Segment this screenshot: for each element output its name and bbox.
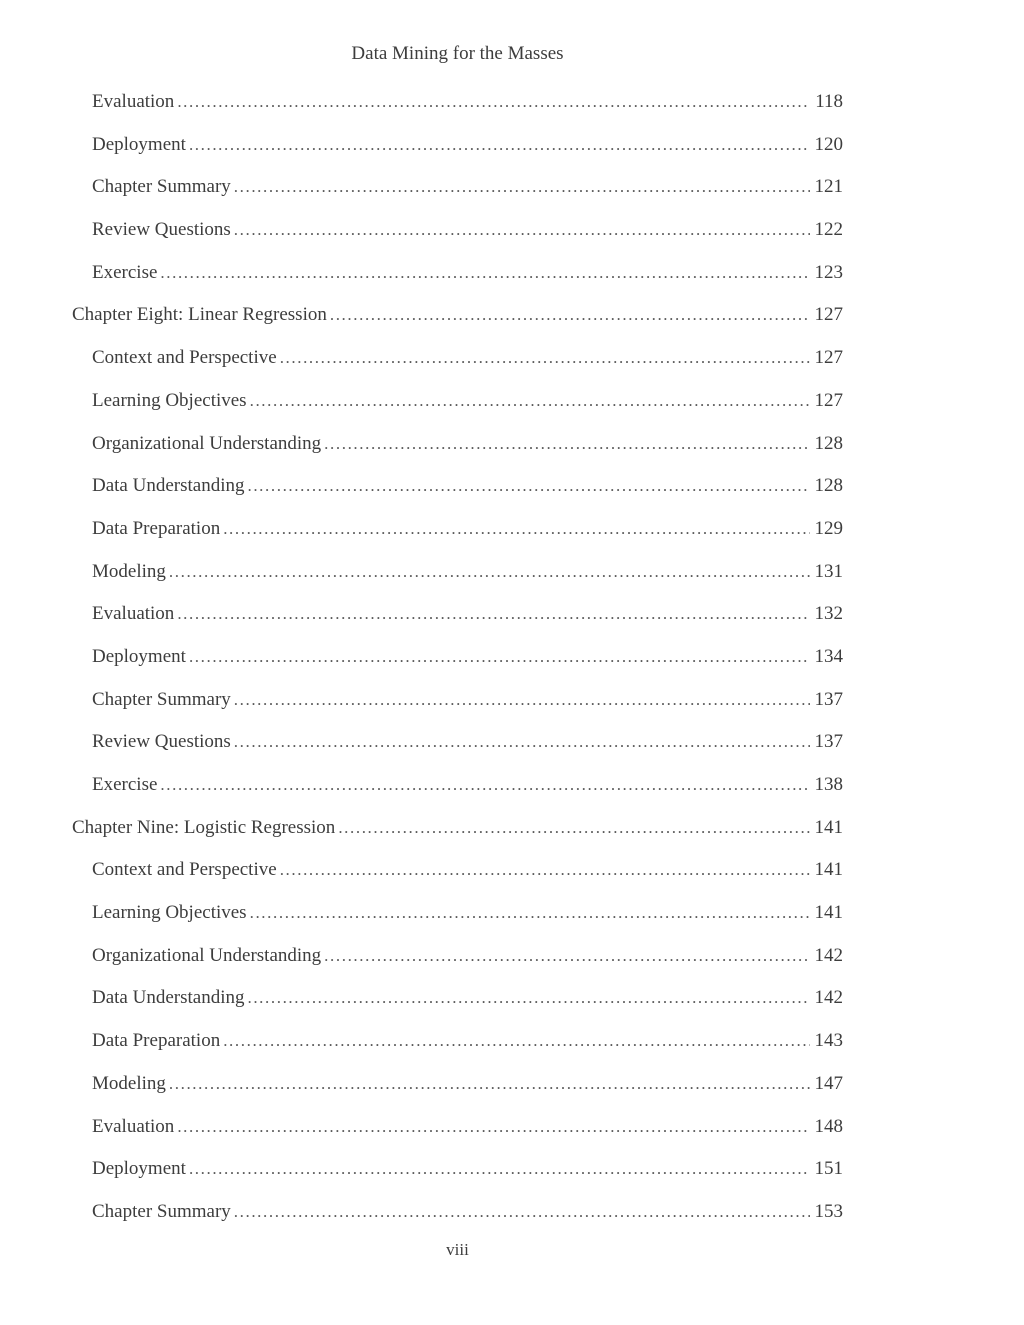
toc-page-number: 122 xyxy=(814,219,843,241)
toc-entry[interactable] xyxy=(72,1191,843,1234)
toc-page-number: 142 xyxy=(814,944,843,966)
toc-dot-leader xyxy=(223,1020,809,1063)
toc-dot-leader xyxy=(169,551,810,594)
toc-entry-label: Learning Objectives xyxy=(92,902,247,924)
toc-dot-leader xyxy=(160,252,809,295)
toc-entry[interactable] xyxy=(72,337,843,380)
toc-page-number: 118 xyxy=(815,91,843,112)
toc-entry[interactable] xyxy=(72,252,843,295)
toc-dot-leader xyxy=(324,423,809,466)
toc-entry-label: Data Preparation xyxy=(92,1030,221,1052)
toc-dot-leader xyxy=(250,892,810,935)
toc-entry-label: Review Questions xyxy=(92,731,231,753)
toc-entry-chapter[interactable] xyxy=(72,294,843,337)
toc-dot-leader xyxy=(234,721,810,764)
toc-entry-label: Chapter Eight: Linear Regression xyxy=(72,304,327,326)
toc-entry[interactable] xyxy=(72,1106,843,1149)
toc-page-number: 129 xyxy=(814,517,843,539)
toc-entry[interactable] xyxy=(72,764,843,807)
toc-entry-label: Deployment xyxy=(92,645,186,667)
toc-page-number: 132 xyxy=(814,603,843,625)
toc-entry[interactable] xyxy=(72,1148,843,1191)
toc-entry-label: Organizational Understanding xyxy=(92,944,322,966)
toc-dot-leader xyxy=(234,1191,810,1234)
toc-entry-label: Modeling xyxy=(92,560,166,582)
toc-entry-label: Context and Perspective xyxy=(92,347,277,369)
toc-dot-leader xyxy=(280,337,810,380)
toc-entry-label: Data Understanding xyxy=(92,475,245,497)
toc-entry-label: Chapter Summary xyxy=(92,176,231,198)
toc-entry[interactable] xyxy=(72,849,843,892)
toc-entry-chapter[interactable] xyxy=(72,807,843,850)
toc-list xyxy=(72,81,843,1234)
toc-page-number: 127 xyxy=(814,389,843,411)
toc-entry-label: Modeling xyxy=(92,1072,166,1094)
toc-page-number: 137 xyxy=(814,731,843,753)
toc-dot-leader xyxy=(247,465,809,508)
toc-dot-leader xyxy=(234,166,810,209)
toc-entry-label: Evaluation xyxy=(92,1115,175,1137)
toc-page-number: 153 xyxy=(814,1200,843,1222)
toc-page-number: 128 xyxy=(814,432,843,454)
toc-page-number: 128 xyxy=(814,475,843,497)
toc-entry-label: Data Understanding xyxy=(92,987,245,1009)
toc-entry[interactable] xyxy=(72,679,843,722)
toc-dot-leader xyxy=(177,1106,809,1149)
toc-entry[interactable] xyxy=(72,935,843,978)
toc-entry[interactable] xyxy=(72,209,843,252)
running-header: Data Mining for the Masses xyxy=(351,43,564,64)
toc-dot-leader xyxy=(189,1148,810,1191)
toc-page-number: 131 xyxy=(814,560,843,582)
toc-entry-label: Chapter Nine: Logistic Regression xyxy=(72,816,336,838)
toc-entry[interactable] xyxy=(72,593,843,636)
toc-page-number: 143 xyxy=(814,1030,843,1052)
toc-entry-label: Context and Perspective xyxy=(92,859,277,881)
toc-page-number: 127 xyxy=(814,304,843,326)
toc-entry-label: Chapter Summary xyxy=(92,688,231,710)
toc-entry[interactable] xyxy=(72,1020,843,1063)
toc-dot-leader xyxy=(160,764,809,807)
toc-entry[interactable] xyxy=(72,465,843,508)
toc-entry[interactable] xyxy=(72,508,843,551)
toc-dot-leader xyxy=(338,807,809,850)
toc-page-number: 127 xyxy=(814,347,843,369)
toc-entry[interactable] xyxy=(72,977,843,1020)
toc-page-number: 141 xyxy=(814,816,843,838)
toc-entry[interactable] xyxy=(72,81,843,124)
toc-dot-leader xyxy=(247,977,809,1020)
toc-entry[interactable] xyxy=(72,721,843,764)
toc-page-number: 137 xyxy=(814,688,843,710)
toc-entry[interactable] xyxy=(72,1063,843,1106)
toc-page-number: 120 xyxy=(814,133,843,155)
toc-dot-leader xyxy=(324,935,809,978)
toc-page-number: 148 xyxy=(814,1115,843,1137)
toc-entry[interactable] xyxy=(72,551,843,594)
toc-dot-leader xyxy=(280,849,810,892)
toc-entry[interactable] xyxy=(72,124,843,167)
toc-page-number: 121 xyxy=(814,176,843,198)
toc-page-number: 134 xyxy=(814,645,843,667)
toc-entry-label: Chapter Summary xyxy=(92,1200,231,1222)
toc-dot-leader xyxy=(169,1063,810,1106)
toc-entry[interactable] xyxy=(72,166,843,209)
toc-dot-leader xyxy=(234,679,810,722)
page-number-footer: viii xyxy=(446,1239,469,1259)
toc-entry[interactable] xyxy=(72,892,843,935)
toc-page-number: 123 xyxy=(814,261,843,283)
toc-entry-label: Data Preparation xyxy=(92,517,221,539)
toc-entry-label: Review Questions xyxy=(92,219,231,241)
toc-page-number: 151 xyxy=(814,1158,843,1180)
toc-dot-leader xyxy=(330,294,810,337)
toc-entry-label: Organizational Understanding xyxy=(92,432,322,454)
toc-entry-label: Deployment xyxy=(92,133,186,155)
toc-page-number: 142 xyxy=(814,987,843,1009)
toc-page-number: 141 xyxy=(814,859,843,881)
toc-dot-leader xyxy=(189,124,810,167)
toc-entry-label: Learning Objectives xyxy=(92,389,247,411)
toc-page-number: 138 xyxy=(814,774,843,795)
toc-entry-label: Evaluation xyxy=(92,603,175,625)
toc-entry[interactable] xyxy=(72,636,843,679)
toc-dot-leader xyxy=(250,380,810,423)
page-content xyxy=(72,0,843,1260)
toc-dot-leader xyxy=(223,508,809,551)
toc-page-number: 141 xyxy=(814,902,843,924)
toc-entry[interactable] xyxy=(72,423,843,466)
toc-entry[interactable] xyxy=(72,380,843,423)
toc-entry-label: Deployment xyxy=(92,1158,186,1180)
toc-entry-label: Evaluation xyxy=(92,91,175,112)
toc-dot-leader xyxy=(177,593,809,636)
toc-page-number: 147 xyxy=(814,1072,843,1094)
toc-entry-label: Exercise xyxy=(92,774,158,795)
toc-dot-leader xyxy=(189,636,810,679)
toc-entry-label: Exercise xyxy=(92,261,158,283)
toc-dot-leader xyxy=(234,209,810,252)
toc-dot-leader xyxy=(177,81,810,124)
